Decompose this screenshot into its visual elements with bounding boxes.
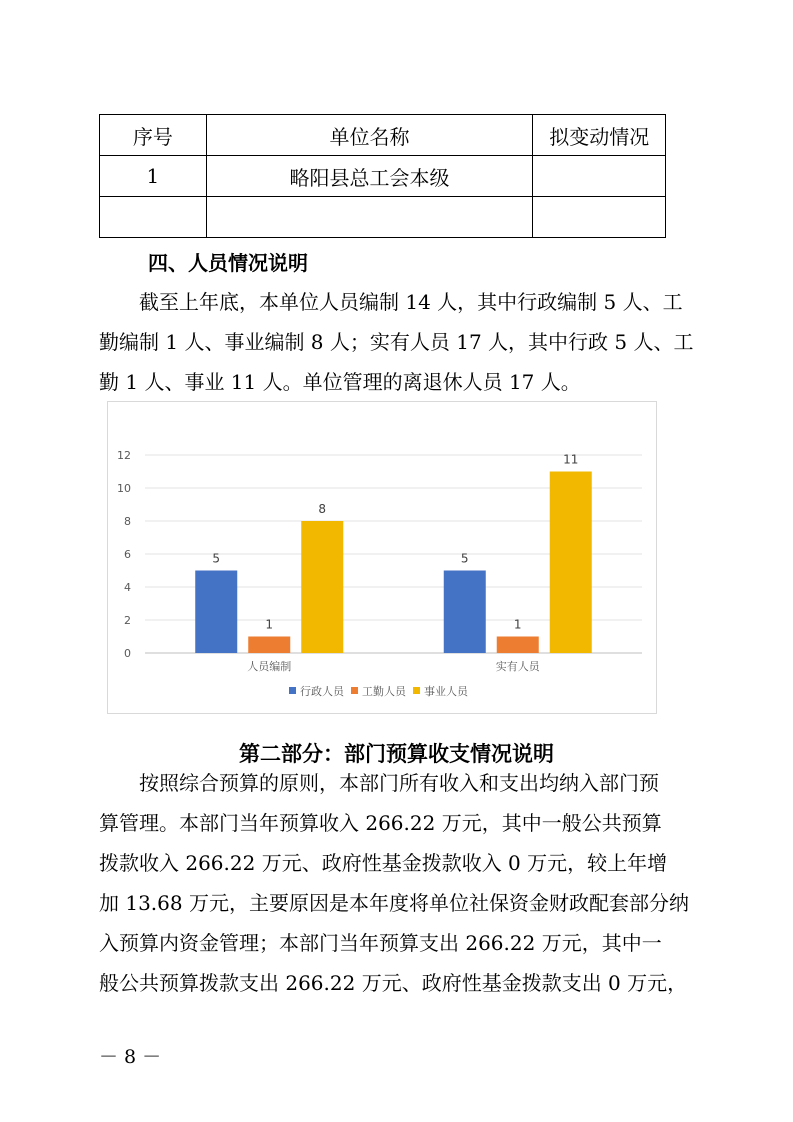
table-row (100, 156, 666, 197)
paragraph-line: 按照综合预算的原则，本部门所有收入和支出均纳入部门预 (99, 771, 659, 795)
bar (301, 521, 343, 653)
legend-swatch (289, 687, 296, 694)
legend-label: 事业人员 (424, 685, 468, 698)
y-tick-label: 6 (124, 548, 131, 561)
y-tick-label: 0 (124, 647, 131, 660)
table-row (100, 197, 666, 238)
cell-unit-name (206, 197, 533, 238)
bar (497, 637, 539, 654)
cell-change (533, 156, 666, 197)
paragraph-line: 截至上年底，本单位人员编制 14 人，其中行政编制 5 人、工 (99, 290, 683, 314)
header-index: 序号 (100, 115, 207, 156)
staff-bar-chart (107, 401, 657, 714)
legend-label: 行政人员 (300, 685, 344, 698)
bar (195, 571, 237, 654)
data-label: 1 (265, 617, 274, 632)
y-tick-label: 4 (124, 581, 131, 594)
header-unit-name: 单位名称 (206, 115, 533, 156)
y-tick-label: 10 (117, 482, 131, 495)
bar (444, 571, 486, 654)
cell-unit-name: 略阳县总工会本级 (206, 156, 533, 197)
cell-change (533, 197, 666, 238)
legend-swatch (351, 687, 358, 694)
y-tick-label: 8 (124, 515, 131, 528)
y-tick-label: 12 (117, 449, 131, 462)
page-number: － 8 － (99, 1046, 162, 1068)
cell-index (100, 197, 207, 238)
paragraph-line: 算管理。本部门当年预算收入 266.22 万元，其中一般公共预算 (99, 811, 662, 835)
data-label: 5 (460, 551, 469, 566)
cell-index: 1 (100, 156, 207, 197)
header-change: 拟变动情况 (533, 115, 666, 156)
data-label: 11 (563, 452, 579, 467)
budget-paragraph (99, 763, 689, 1003)
part2-title: 第二部分：部门预算收支情况说明 (239, 741, 554, 766)
data-label: 5 (212, 551, 221, 566)
unit-change-table (99, 114, 666, 238)
data-label: 1 (513, 617, 522, 632)
paragraph-line: 勤编制 1 人、事业编制 8 人；实有人员 17 人，其中行政 5 人、工 (99, 330, 694, 354)
legend-swatch (413, 687, 420, 694)
staff-paragraph (99, 282, 694, 402)
paragraph-line: 勤 1 人、事业 11 人。单位管理的离退休人员 17 人。 (99, 370, 581, 394)
paragraph-line: 般公共预算拨款支出 266.22 万元、政府性基金拨款支出 0 万元， (99, 971, 688, 995)
section-heading-staff: 四、人员情况说明 (148, 251, 308, 275)
x-category-label: 实有人员 (495, 660, 540, 673)
bar (248, 637, 290, 654)
chart-svg (108, 402, 656, 713)
y-tick-label: 2 (124, 614, 131, 627)
paragraph-line: 入预算内资金管理；本部门当年预算支出 266.22 万元，其中一 (99, 931, 662, 955)
legend-label: 工勤人员 (362, 685, 406, 698)
table-header-row (100, 115, 666, 156)
paragraph-line: 拨款收入 266.22 万元、政府性基金拨款收入 0 万元，较上年增 (99, 851, 668, 875)
x-category-label: 人员编制 (247, 660, 292, 673)
paragraph-line: 加 13.68 万元，主要原因是本年度将单位社保资金财政配套部分纳 (99, 891, 689, 915)
bar (550, 472, 592, 654)
data-label: 8 (318, 502, 327, 516)
